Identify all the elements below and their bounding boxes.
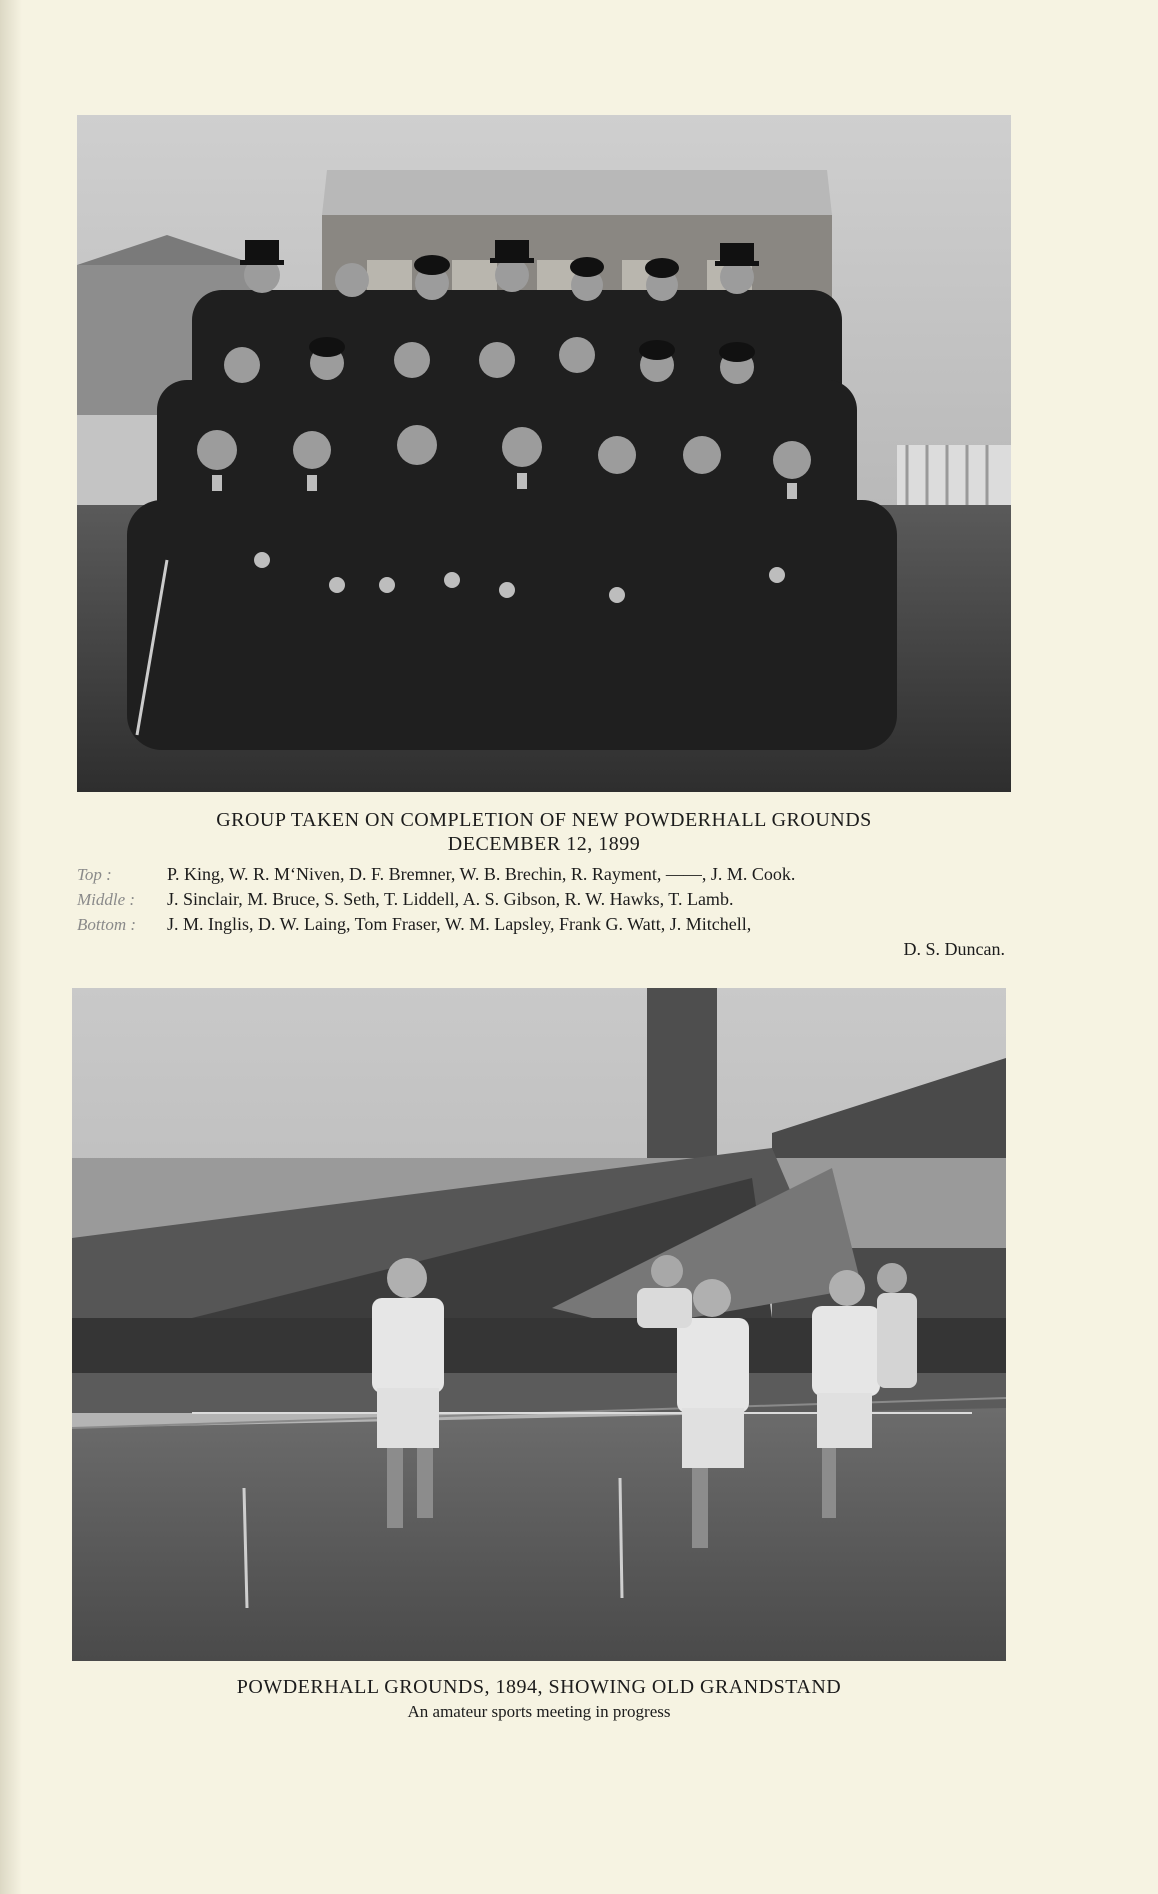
group-photo-date: DECEMBER 12, 1899 bbox=[447, 833, 641, 855]
names-row-top bbox=[77, 862, 1011, 887]
group-photo-caption bbox=[77, 808, 1011, 856]
group-photograph-image bbox=[77, 115, 1011, 792]
race-photograph bbox=[72, 988, 1006, 1661]
names-list bbox=[77, 862, 1011, 961]
race-photo-caption bbox=[72, 1675, 1006, 1723]
names-continuation: D. S. Duncan. bbox=[903, 939, 1005, 959]
row-names: J. M. Inglis, D. W. Laing, Tom Fraser, W. M. Lapsley, Frank G. Watt, J. Mitchell, bbox=[167, 914, 752, 934]
row-names: P. King, W. R. M‘Niven, D. F. Bremner, W. B. Brechin, R. Rayment, ——, J. M. Cook. bbox=[167, 864, 796, 884]
names-row-middle bbox=[77, 887, 1011, 912]
page-binding-shadow bbox=[0, 0, 22, 1894]
row-label: Middle : bbox=[77, 890, 136, 909]
row-names: J. Sinclair, M. Bruce, S. Seth, T. Liddell, A. S. Gibson, R. W. Hawks, T. Lamb. bbox=[167, 889, 734, 909]
row-label: Bottom : bbox=[77, 915, 137, 934]
race-photograph-image bbox=[72, 988, 1006, 1661]
race-photo-title: POWDERHALL GROUNDS, 1894, SHOWING OLD GRANDSTAND bbox=[236, 1676, 842, 1698]
race-photo-subtitle: An amateur sports meeting in progress bbox=[407, 1702, 671, 1721]
group-photograph bbox=[77, 115, 1011, 792]
names-row-bottom bbox=[77, 912, 1011, 937]
group-photo-title: GROUP TAKEN ON COMPLETION OF NEW POWDERHALL GROUNDS bbox=[216, 809, 872, 831]
row-label: Top : bbox=[77, 865, 112, 884]
